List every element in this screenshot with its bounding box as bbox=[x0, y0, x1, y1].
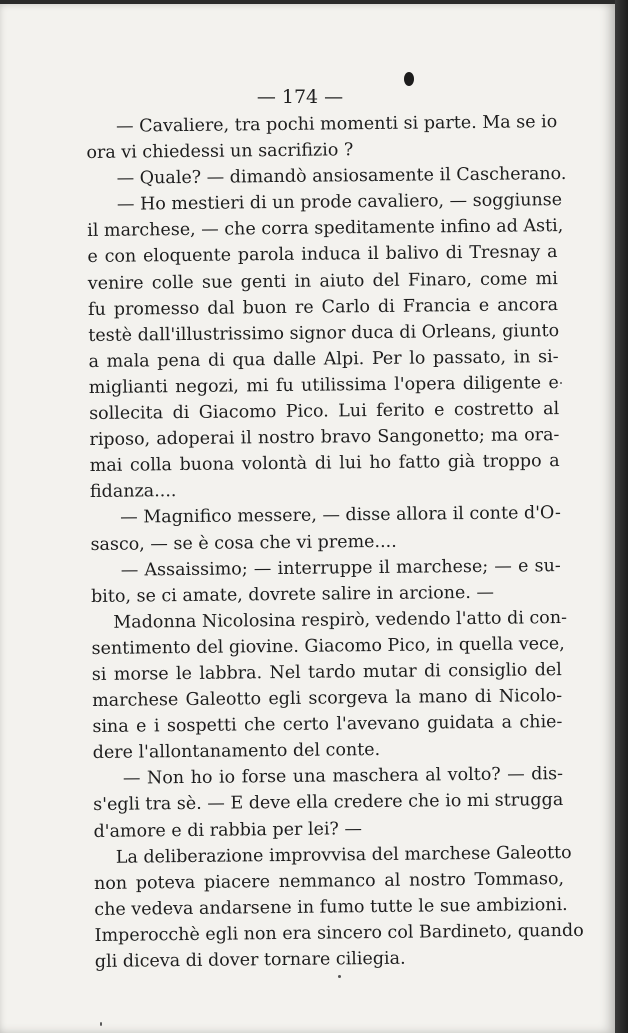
paper-speck bbox=[100, 1022, 102, 1026]
text-line: fidanza.... bbox=[89, 481, 177, 503]
text-line: miglianti negozi, mi fu utilissima l'opera diligente e bbox=[88, 373, 559, 398]
ink-blot bbox=[404, 72, 414, 86]
text-line: — Quale? — dimandò ansiosamente il Cascherano. bbox=[116, 164, 567, 189]
text-line: dere l'allontanamento del conte. bbox=[92, 740, 381, 764]
paper-speck bbox=[338, 975, 341, 978]
text-line: riposo, adoperai il nostro bravo Sangonetto; ma ora- bbox=[89, 425, 560, 451]
text-line: non poteva piacere nemmanco al nostro Tommaso, bbox=[93, 868, 565, 894]
text-line: La deliberazione improvvisa del marchese Galeotto bbox=[115, 842, 572, 868]
text-line: Imperocchè egli non era sincero col Bardineto, quando bbox=[94, 920, 584, 946]
text-line: s'egli tra sè. — E deve ella credere che io mi strugga bbox=[93, 790, 564, 816]
text-line: testè dall'illustrissimo signor duca di Orleans, giunto bbox=[88, 320, 560, 346]
text-line: Madonna Nicolosina respirò, vedendo l'atto di con- bbox=[113, 607, 568, 633]
text-line: d'amore e di rabbia per lei? — bbox=[93, 818, 363, 842]
text-line: — Cavaliere, tra pochi momenti si parte. Ma se io bbox=[116, 112, 558, 137]
text-line: ora vi chiedessi un sacrifizio ? bbox=[86, 140, 354, 164]
body-text bbox=[86, 109, 584, 975]
text-line: si morse le labbra. Nel tardo mutar di consiglio del bbox=[91, 660, 562, 685]
text-line: — Assaissimo; — interruppe il marchese; — e su- bbox=[120, 555, 561, 581]
text-line: che vedeva andarsene in fumo tutte le sue ambizioni. bbox=[94, 894, 568, 920]
text-line: e con eloquente parola induca il balivo di Tresnay a bbox=[87, 242, 558, 268]
book-spine-shadow bbox=[615, 0, 628, 1033]
top-page-edge bbox=[0, 0, 615, 4]
text-line: marchese Galeotto egli scorgeva la mano di Nicolo- bbox=[92, 686, 563, 712]
text-line: venire colle sue genti in aiuto del Finaro, come mi bbox=[87, 268, 558, 294]
text-line: — Non ho io forse una maschera al volto? — dis- bbox=[122, 764, 564, 789]
page-number: — 174 — bbox=[256, 86, 344, 108]
text-line: fu promesso dal buon re Carlo di Francia e ancora bbox=[87, 294, 559, 320]
text-line: sollecita di Giacomo Pico. Lui ferito e costretto al bbox=[89, 399, 560, 425]
text-line: sasco, — se è cosa che vi preme.... bbox=[90, 531, 397, 555]
text-line: mai colla buona volontà di lui ho fatto già troppo a bbox=[89, 451, 560, 477]
text-line: il marchese, — che corra speditamente infino ad Asti, bbox=[87, 216, 564, 242]
text-line: — Ho mestieri di un prode cavaliero, — soggiunse bbox=[116, 190, 563, 215]
text-line: gli diceva di dover tornare ciliegia. bbox=[94, 948, 406, 972]
text-line: — Magnifico messere, — disse allora il conte d'O- bbox=[120, 503, 561, 529]
text-line: sina e i sospetti che certo l'avevano guidata a chie- bbox=[92, 712, 563, 738]
paper-speck bbox=[560, 382, 562, 384]
text-line: sentimento del giovine. Giacomo Pico, in quella vece, bbox=[91, 633, 565, 659]
text-line: bito, se ci amate, dovrete salire in arcione. — bbox=[90, 582, 495, 607]
text-line: a mala pena di qua dalle Alpi. Per lo passato, in si- bbox=[88, 346, 559, 372]
